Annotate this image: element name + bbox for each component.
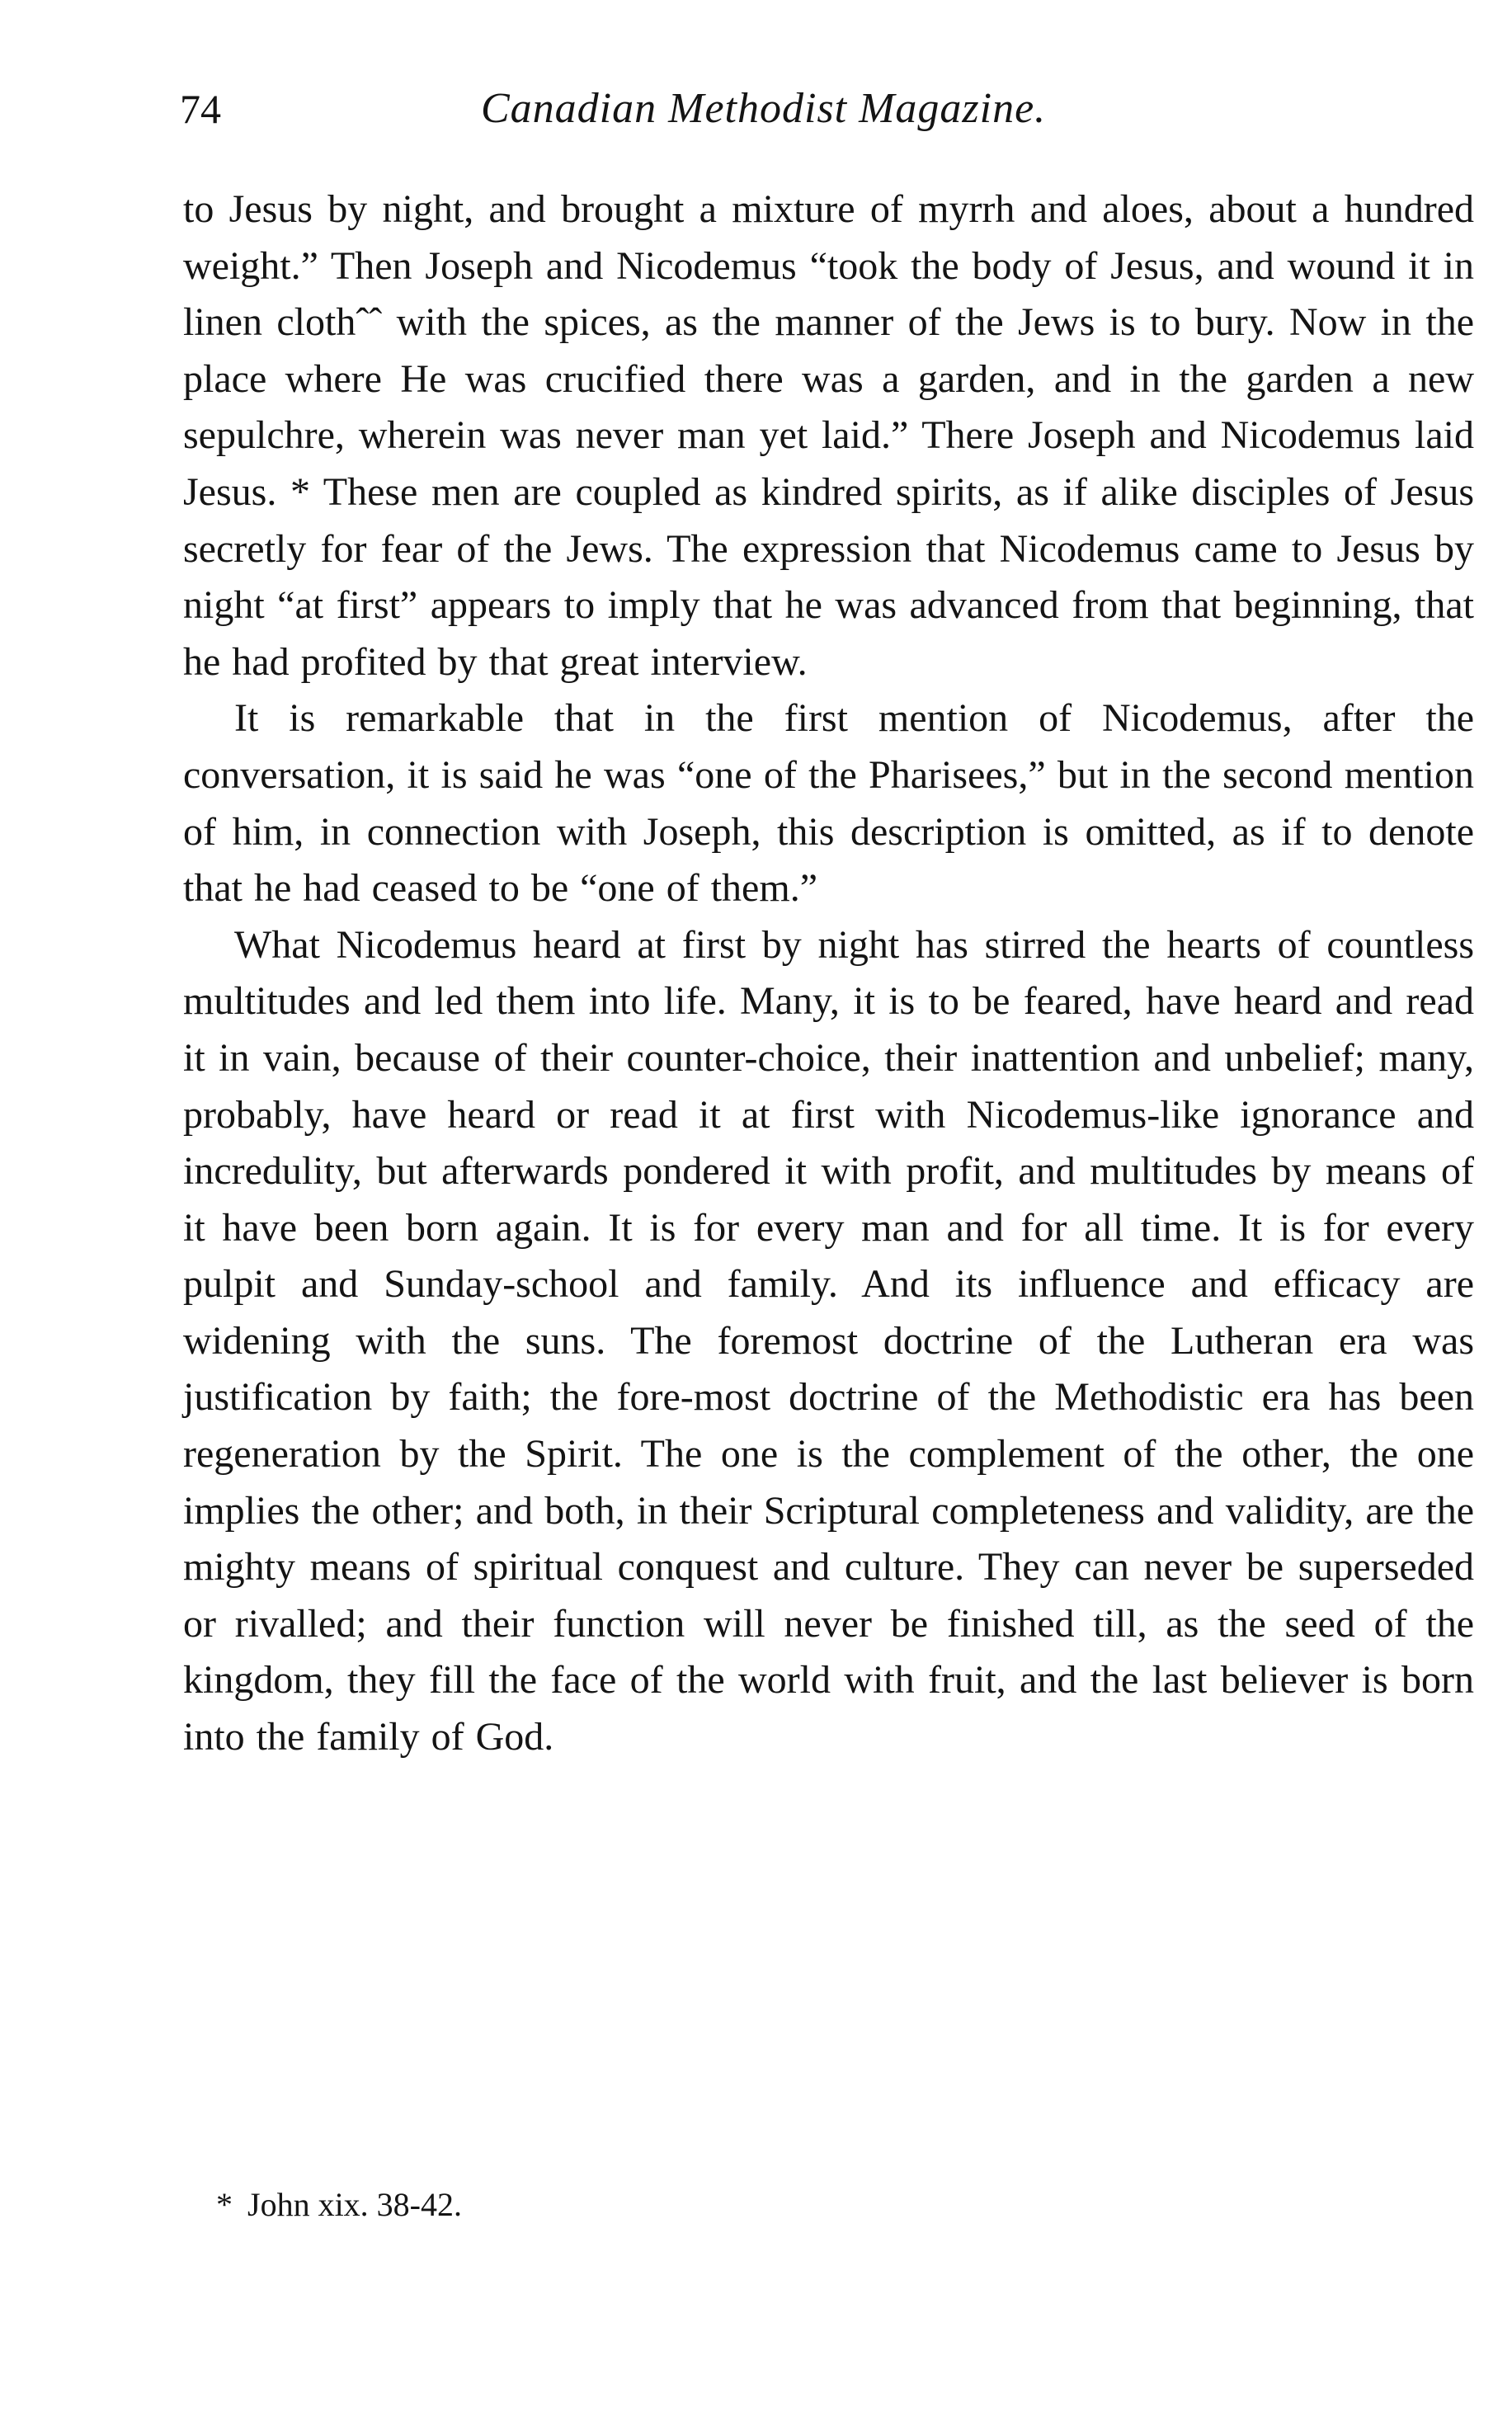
footnote-text: John xix. 38-42. — [247, 2186, 462, 2223]
paragraph-regeneration: What Nicodemus heard at first by night has stirred the hearts of countless multitudes and led them into life. Many, it is to be feared, have heard and read it in vain, because of their counter-choice, their inattention and unbelief; many, probably, have heard or read it at first with Nicodemus-like ignorance and incredulity, but afterwards pondered it with profit, and multitudes by means of it have been born again. It is for every man and for all time. It is for every pulpit and Sunday-school and family. And its influence and efficacy are widening with the suns. The foremost doctrine of the Lutheran era was justification by faith; the fore-most doctrine of the Methodistic era has been regeneration by the Spirit. The one is the complement of the other, the one implies the other; and both, in their Scriptural completeness and validity, are the mighty means of spiritual conquest and culture. They can never be superseded or rivalled; and their function will never be finished till, as the seed of the kingdom, they fill the face of the world with fruit, and the last believer is born into the family of God. — [183, 922, 1474, 1759]
footnote-marker: * — [216, 2186, 233, 2223]
body-text — [183, 181, 1474, 1766]
footnote — [216, 2182, 462, 2228]
running-head — [180, 76, 1491, 142]
paragraph-continued: to Jesus by night, and brought a mixture of myrrh and aloes, about a hundred weight.” Then Joseph and Nicodemus “took the body of Jesus, and wound it in linen clothˆˆ with the spices, as the manner of the Jews is to bury. Now in the place where He was crucified there was a garden, and in the garden a new sepulchre, wherein was never man yet laid.” There Joseph and Nicodemus laid Jesus. * These men are coupled as kindred spirits, as if alike disciples of Jesus secretly for fear of the Jews. The expression that Nicodemus came to Jesus by night “at first” appears to imply that he was advanced from that beginning, that he had profited by that great interview. — [183, 187, 1474, 684]
journal-title: Canadian Methodist Magazine. — [481, 85, 1047, 132]
page-number: 74 — [180, 86, 221, 132]
paragraph-nicodemus-mention: It is remarkable that in the first mention of Nicodemus, after the conversation, it is said he was “one of the Pharisees,” but in the second mention of him, in connection with Joseph, this description is omitted, as if to denote that he had ceased to be “one of them.” — [183, 696, 1474, 911]
